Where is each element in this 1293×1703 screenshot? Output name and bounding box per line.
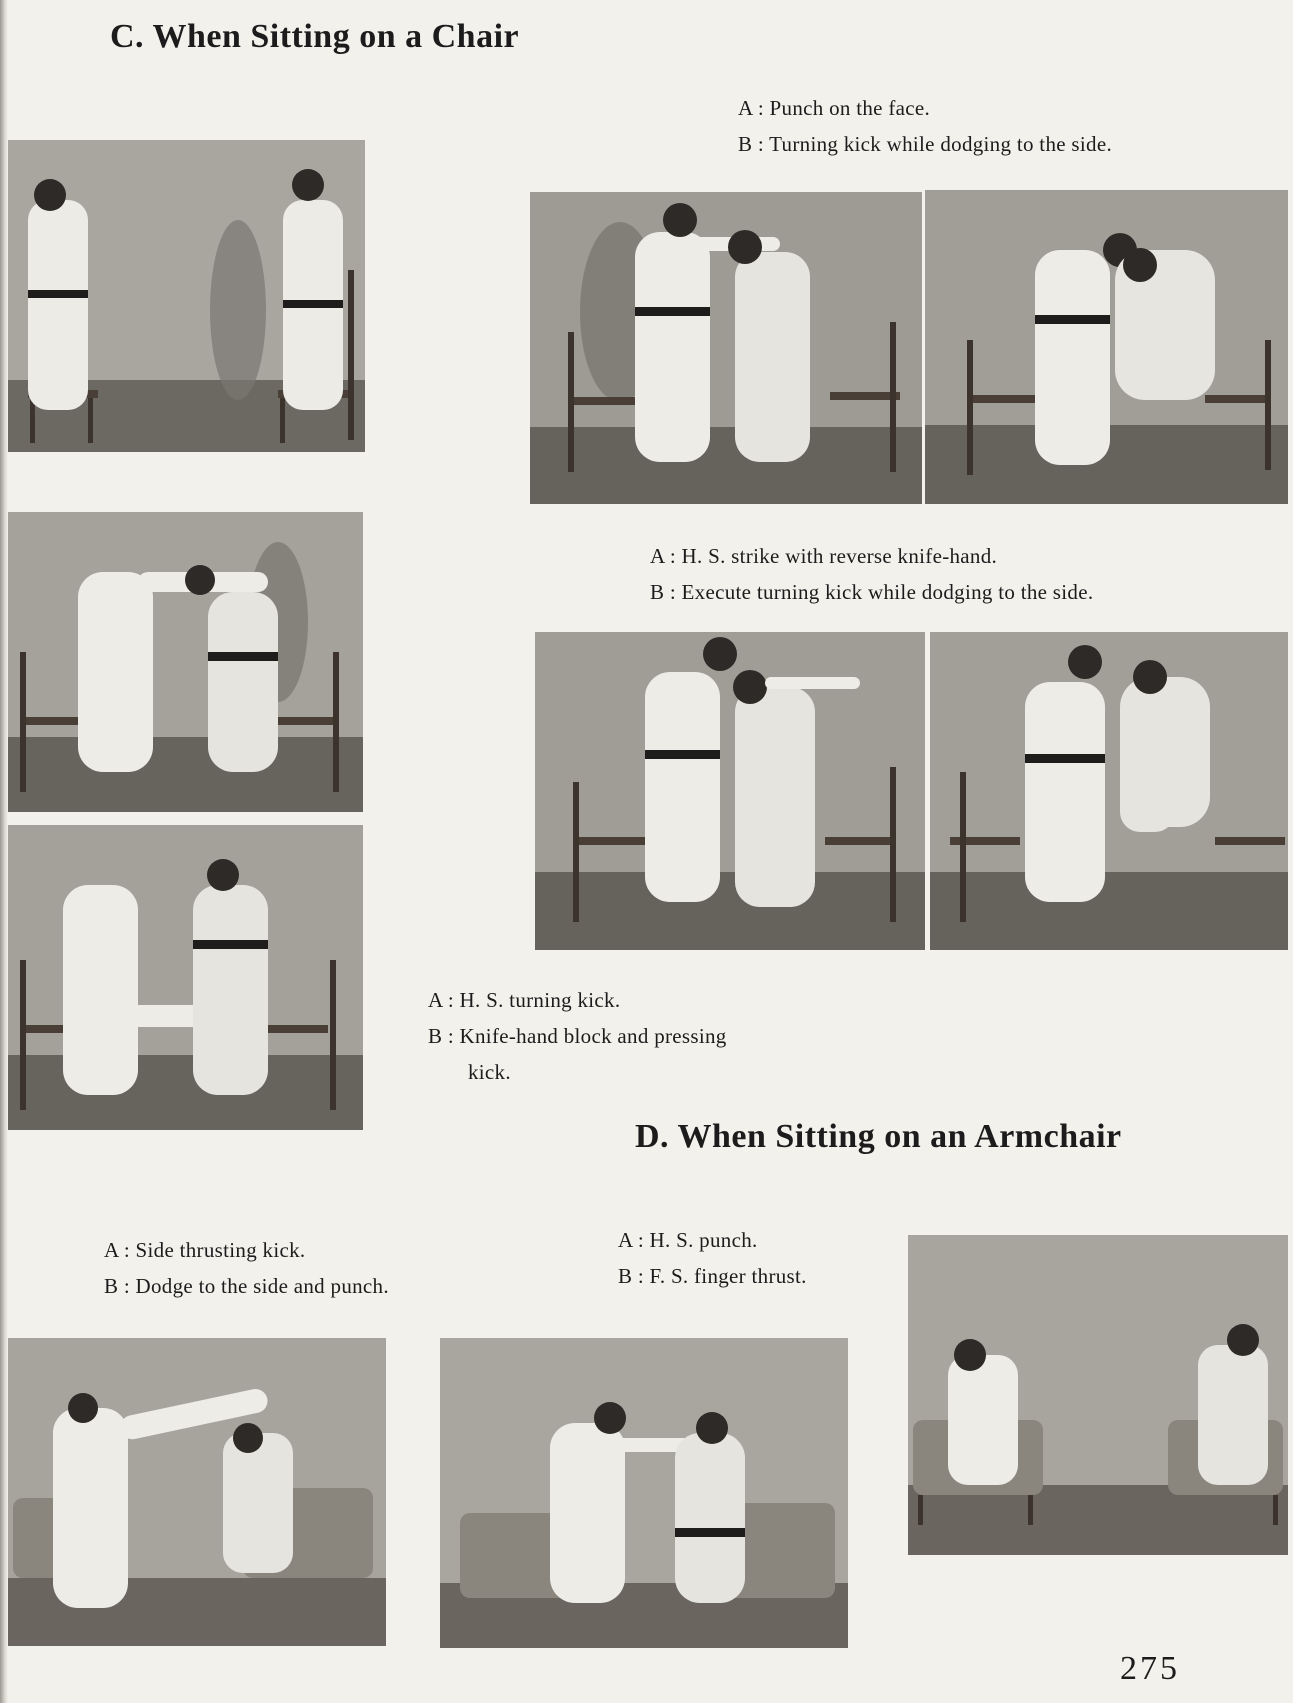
photo-turning-kick-1 [8, 512, 363, 812]
section-d-heading: D. When Sitting on an Armchair [635, 1118, 1122, 1155]
caption-line-b: B : Turning kick while dodging to the side. [738, 132, 1112, 156]
page-binding-edge [0, 0, 8, 1703]
caption-turning-kick [428, 982, 727, 1090]
caption-punch-face [738, 90, 1112, 162]
caption-line-b: B : Dodge to the side and punch. [104, 1274, 389, 1298]
caption-line-a: A : Punch on the face. [738, 96, 931, 120]
photo-punch-face-a [530, 192, 922, 504]
caption-line-c: kick. [468, 1060, 511, 1084]
caption-line-b: B : F. S. finger thrust. [618, 1264, 807, 1288]
caption-line-a: A : H. S. punch. [618, 1228, 758, 1252]
photo-turning-kick-2 [8, 825, 363, 1130]
caption-hs-punch [618, 1222, 807, 1294]
photo-side-thrusting-kick [8, 1338, 386, 1646]
section-c-heading: C. When Sitting on a Chair [110, 18, 520, 55]
photo-seated-on-chairs [8, 140, 365, 452]
caption-line-a: A : Side thrusting kick. [104, 1238, 306, 1262]
caption-side-thrusting [104, 1232, 389, 1304]
caption-line-a: A : H. S. strike with reverse knife-hand. [650, 544, 998, 568]
caption-line-b: B : Knife-hand block and pressing [428, 1024, 727, 1048]
photo-knife-hand-a [535, 632, 925, 950]
photo-knife-hand-b [930, 632, 1288, 950]
caption-line-a: A : H. S. turning kick. [428, 988, 621, 1012]
caption-line-b: B : Execute turning kick while dodging to the side. [650, 580, 1094, 604]
photo-seated-armchairs [908, 1235, 1288, 1555]
page-number: 275 [1120, 1650, 1180, 1687]
caption-knife-hand [650, 538, 1093, 610]
photo-punch-face-b [925, 190, 1288, 504]
photo-hs-punch [440, 1338, 848, 1648]
